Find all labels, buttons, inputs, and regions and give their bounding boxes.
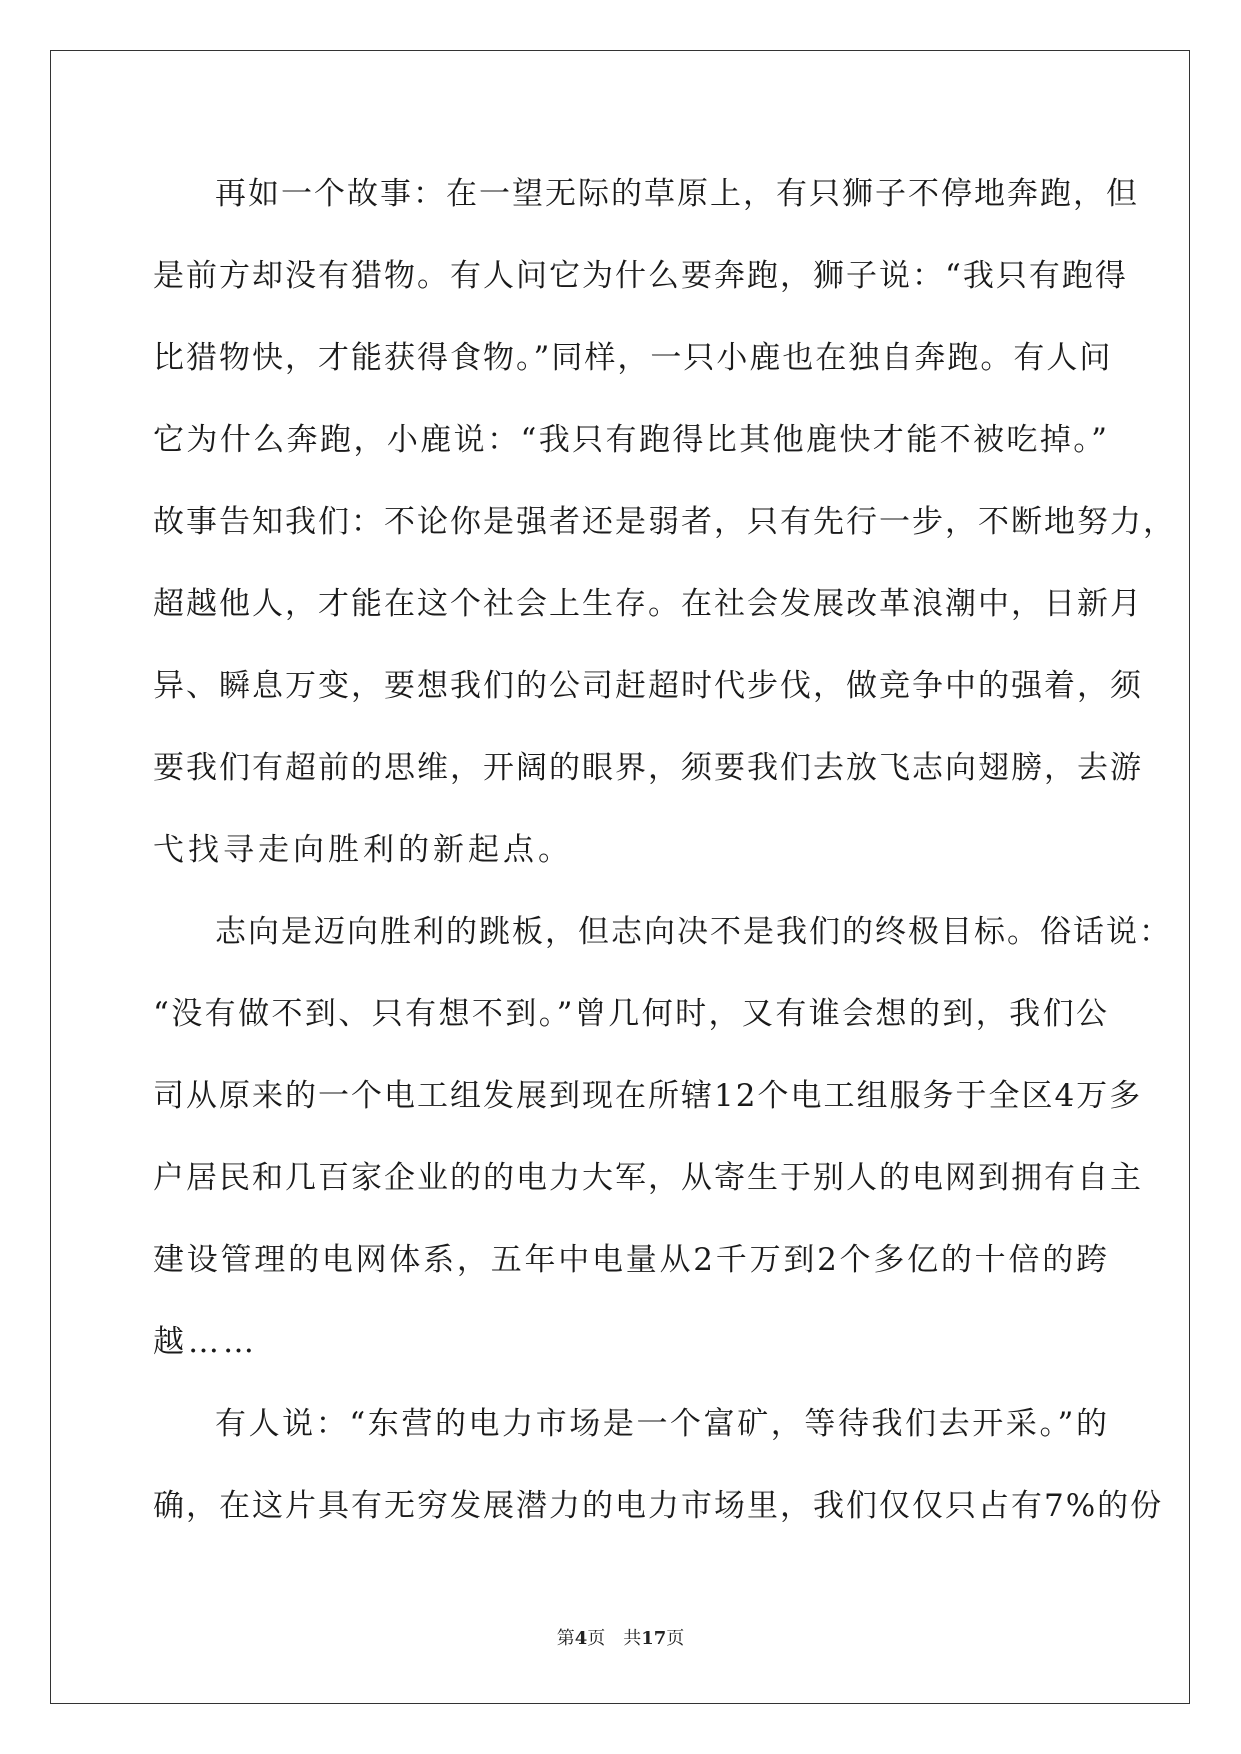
footer-page-suffix: 页 [587,1628,606,1649]
paragraph-2 [153,891,1172,1383]
total-page-number: 17 [641,1628,667,1649]
text-line: 要我们有超前的思维，开阔的眼界，须要我们去放飞志向翅膀，去游 [153,750,1143,786]
text-line: 故事告知我们：不论你是强者还是弱者，只有先行一步，不断地努力， [153,504,1176,540]
text-line: 确，在这片具有无穷发展潜力的电力市场里，我们仅仅只占有7%的份 [153,1488,1164,1524]
text-line: 再如一个故事：在一望无际的草原上，有只狮子不停地奔跑，但 [215,176,1139,212]
text-line: 户居民和几百家企业的的电力大军，从寄生于别人的电网到拥有自主 [153,1160,1143,1196]
current-page-number: 4 [574,1628,588,1649]
text-line: 异、瞬息万变，要想我们的公司赶超时代步伐，做竞争中的强着，须 [153,668,1143,704]
text-line: 有人说：“东营的电力市场是一个富矿，等待我们去开采。”的 [215,1406,1109,1442]
paragraph-1 [153,153,1176,891]
text-line: 弋找寻走向胜利的新起点。 [153,832,573,868]
footer-prefix: 第 [556,1628,575,1649]
document-body [153,153,1176,1547]
text-line: 志向是迈向胜利的跳板，但志向决不是我们的终极目标。俗话说： [215,914,1172,950]
text-line: 超越他人，才能在这个社会上生存。在社会发展改革浪潮中，日新月 [153,586,1143,622]
text-line: 司从原来的一个电工组发展到现在所辖12个电工组服务于全区4万多 [153,1078,1143,1114]
text-line: 它为什么奔跑，小鹿说：“我只有跑得比其他鹿快才能不被吃掉。” [153,422,1109,458]
text-line: 建设管理的电网体系，五年中电量从2千万到2个多亿的十倍的跨 [153,1242,1109,1278]
text-line: “没有做不到、只有想不到。”曾几何时，又有谁会想的到，我们公 [153,996,1109,1032]
text-line: 是前方却没有猎物。有人问它为什么要奔跑，狮子说：“我只有跑得 [153,258,1128,294]
footer-total-suffix: 页 [666,1628,685,1649]
page-footer [0,1624,1241,1650]
text-line: 比猎物快，才能获得食物。”同样，一只小鹿也在独自奔跑。有人问 [153,340,1113,376]
paragraph-3 [153,1383,1164,1547]
footer-total-prefix: 共 [623,1628,642,1649]
text-line: 越…… [153,1324,258,1360]
